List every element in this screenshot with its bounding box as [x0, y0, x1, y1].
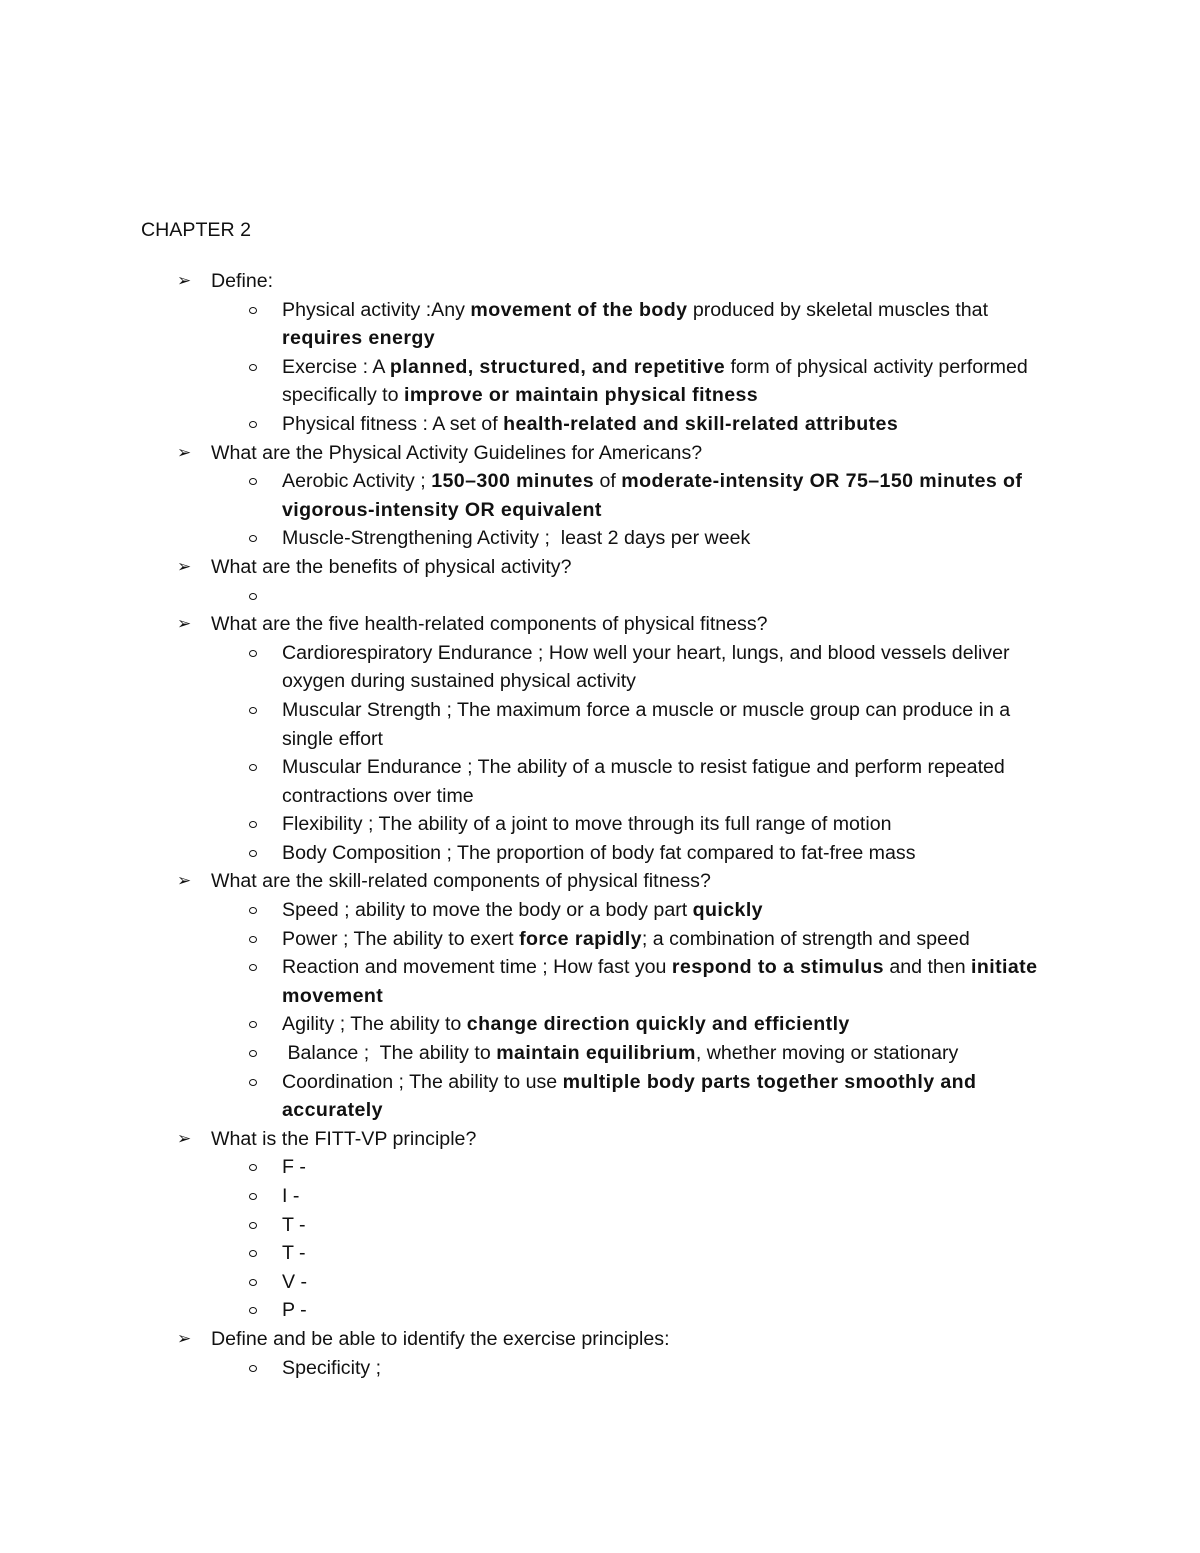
text-run: Power ; The ability to exert	[282, 927, 520, 950]
text-run: Reaction and movement time ; How fast you	[282, 956, 672, 979]
text-run: Agility ; The ability to	[282, 1013, 467, 1036]
answer-text	[282, 1071, 982, 1122]
bold-run: requires energy	[282, 327, 436, 350]
bold-run: respond to a stimulus	[671, 956, 884, 979]
circle-bullet-icon	[249, 1222, 257, 1229]
question-item	[141, 867, 1061, 896]
bold-run: force rapidly	[519, 927, 642, 950]
answer-text	[282, 1242, 306, 1264]
circle-bullet-icon	[249, 364, 257, 371]
answer-text	[282, 956, 1043, 1007]
bold-run: multiple body parts together smoothly and accurately	[282, 1070, 983, 1122]
answer-text	[282, 899, 763, 921]
text-run: Balance ; The ability to	[282, 1042, 497, 1065]
circle-bullet-icon	[249, 1279, 257, 1286]
question-item	[141, 610, 1061, 639]
text-run: ; a combination of strength and speed	[641, 927, 970, 950]
chapter-heading: CHAPTER 2	[141, 219, 251, 241]
answer-text	[282, 756, 1010, 807]
question-text: What are the five health-related components of physical fitness?	[211, 613, 768, 636]
answer-item	[141, 953, 1061, 1010]
text-run: Muscular Strength ; The maximum force a muscle or muscle group can produce in a single effort	[282, 698, 1016, 750]
answer-item	[141, 353, 1061, 410]
answer-text	[282, 527, 750, 549]
answer-text	[282, 1156, 306, 1178]
answer-text	[282, 813, 892, 835]
answer-item	[141, 1296, 1061, 1325]
circle-bullet-icon	[249, 535, 257, 542]
answer-item	[141, 1010, 1061, 1039]
question-item	[141, 1125, 1061, 1154]
text-run: and then	[883, 956, 972, 979]
circle-bullet-icon	[249, 1307, 257, 1314]
bold-run: change direction quickly and efficiently	[466, 1013, 850, 1036]
text-run: form of physical activity performed specifically to	[282, 355, 1034, 407]
circle-bullet-icon	[249, 707, 257, 714]
arrow-bullet-icon: ➢	[177, 614, 192, 635]
text-run: produced by skeletal muscles that	[687, 298, 994, 321]
text-run: Coordination ; The ability to use	[282, 1070, 563, 1093]
circle-bullet-icon	[249, 307, 257, 314]
answer-text	[282, 356, 1033, 407]
arrow-bullet-icon: ➢	[177, 556, 192, 577]
circle-bullet-icon	[249, 650, 257, 657]
answer-text	[282, 413, 898, 435]
answer-item	[141, 839, 1061, 868]
answer-item	[141, 1039, 1061, 1068]
answer-item	[141, 1153, 1061, 1182]
bold-run: improve or maintain physical fitness	[403, 384, 759, 407]
answer-item	[141, 1268, 1061, 1297]
question-text: Define and be able to identify the exercise principles:	[211, 1327, 670, 1350]
circle-bullet-icon	[249, 907, 257, 914]
answer-text	[282, 1042, 958, 1064]
bold-run: health-related and skill-related attributes	[503, 412, 899, 435]
text-run: Muscle-Strengthening Activity ; least 2 days per week	[282, 527, 751, 550]
text-run: Flexibility ; The ability of a joint to move through its full range of motion	[282, 813, 892, 836]
circle-bullet-icon	[249, 1193, 257, 1200]
answer-item	[141, 925, 1061, 954]
question-text: What are the benefits of physical activity?	[211, 555, 572, 578]
answer-text	[282, 1299, 307, 1321]
bold-run: planned, structured, and repetitive	[389, 355, 726, 378]
arrow-bullet-icon: ➢	[177, 1128, 192, 1149]
answer-text	[282, 1214, 306, 1236]
circle-bullet-icon	[249, 478, 257, 485]
answer-item	[141, 696, 1061, 753]
circle-bullet-icon	[249, 1021, 257, 1028]
text-run: F -	[282, 1156, 306, 1179]
answer-item	[141, 467, 1061, 524]
question-text: What is the FITT-VP principle?	[211, 1127, 477, 1150]
circle-bullet-icon	[249, 1079, 257, 1086]
text-run: , whether moving or stationary	[695, 1042, 959, 1065]
circle-bullet-icon	[249, 850, 257, 857]
question-text: Define:	[211, 270, 274, 292]
answer-text	[282, 1013, 850, 1035]
question-item	[141, 439, 1061, 468]
text-run: Physical fitness : A set of	[282, 412, 504, 435]
bold-run: movement of the body	[470, 298, 688, 321]
answer-text	[282, 1271, 307, 1293]
question-item	[141, 267, 1061, 296]
answer-item	[141, 410, 1061, 439]
text-run: of	[594, 470, 622, 493]
arrow-bullet-icon: ➢	[177, 271, 192, 291]
answer-item	[141, 810, 1061, 839]
bold-run: moderate-intensity OR 75–150 minutes of vigorous-intensity OR equivalent	[282, 470, 1029, 521]
arrow-bullet-icon: ➢	[177, 871, 192, 892]
answer-item	[141, 1354, 1061, 1383]
answer-item	[141, 639, 1061, 696]
circle-bullet-icon	[249, 1164, 257, 1171]
circle-bullet-icon	[249, 764, 257, 771]
answer-item	[141, 1211, 1061, 1240]
circle-bullet-icon	[249, 593, 257, 600]
text-run: V -	[282, 1270, 308, 1293]
text-run: Exercise : A	[282, 355, 390, 378]
answer-item	[141, 896, 1061, 925]
text-run: Aerobic Activity ;	[282, 470, 432, 493]
answer-text	[282, 470, 1028, 521]
text-run: Muscular Endurance ; The ability of a muscle to resist fatigue and perform repeated contractions over time	[282, 756, 1011, 807]
circle-bullet-icon	[249, 1365, 257, 1372]
text-run: Specificity ;	[282, 1356, 382, 1379]
study-outline	[141, 267, 1061, 1382]
circle-bullet-icon	[249, 964, 257, 971]
circle-bullet-icon	[249, 936, 257, 943]
answer-text	[282, 642, 1015, 693]
circle-bullet-icon	[249, 821, 257, 828]
text-run: Speed ; ability to move the body or a body part	[282, 899, 693, 922]
question-item	[141, 1325, 1061, 1354]
arrow-bullet-icon: ➢	[177, 442, 192, 463]
question-item	[141, 553, 1061, 582]
answer-item	[141, 1068, 1061, 1125]
answer-text	[282, 1357, 381, 1379]
arrow-bullet-icon: ➢	[177, 1328, 192, 1349]
answer-item	[141, 753, 1061, 810]
circle-bullet-icon	[249, 421, 257, 428]
bold-run: 150–300 minutes	[431, 470, 595, 493]
bold-run: quickly	[692, 899, 763, 922]
bold-run: initiate movement	[282, 956, 1044, 1007]
circle-bullet-icon	[249, 1250, 257, 1257]
text-run: P -	[282, 1299, 307, 1322]
text-run: Body Composition ; The proportion of body fat compared to fat-free mass	[282, 841, 916, 864]
text-run: T -	[282, 1213, 306, 1236]
answer-text	[282, 842, 916, 864]
question-text: What are the skill-related components of physical fitness?	[211, 870, 711, 893]
answer-item	[141, 296, 1061, 353]
text-run: Physical activity :Any	[282, 298, 471, 321]
bold-run: maintain equilibrium	[496, 1042, 696, 1065]
answer-item	[141, 1239, 1061, 1268]
answer-text	[282, 928, 970, 950]
answer-item	[141, 1182, 1061, 1211]
answer-text	[282, 299, 993, 350]
question-text: What are the Physical Activity Guidelines for Americans?	[211, 441, 703, 464]
circle-bullet-icon	[249, 1050, 257, 1057]
text-run: I -	[282, 1185, 300, 1207]
answer-text	[282, 1185, 299, 1207]
answer-item	[141, 524, 1061, 553]
text-run: T -	[282, 1242, 306, 1265]
text-run: Cardiorespiratory Endurance ; How well your heart, lungs, and blood vessels deliver oxygen during sustained physical activity	[282, 641, 1015, 693]
answer-item	[141, 582, 1061, 611]
answer-text	[282, 699, 1016, 750]
